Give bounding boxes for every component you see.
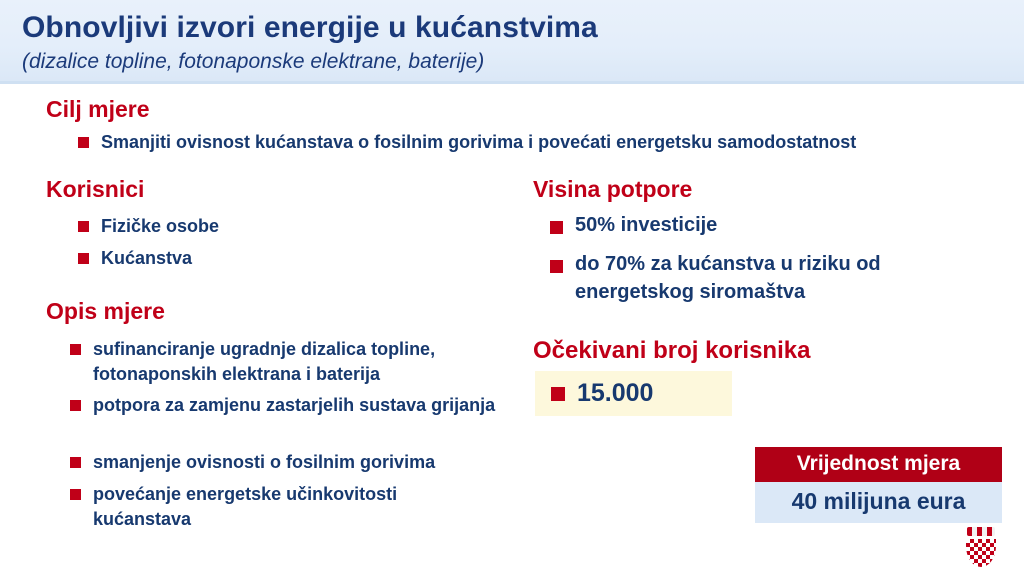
bullet-square-icon [550,260,563,273]
bullet-square-icon [78,253,89,264]
bullet-square-icon [550,221,563,234]
list-item-label: 50% investicije [575,214,718,236]
list-item-label: potpora za zamjenu zastarjelih sustava grijanja [93,395,496,415]
list-item-label: do 70% za kućanstva u riziku od energetskog siromaštva [575,253,881,303]
bullet-square-icon [70,344,81,355]
slide-header [0,0,1024,84]
bullet-square-icon [70,400,81,411]
list-item-label: Kućanstva [101,248,193,268]
bullet-square-icon [78,137,89,148]
list-item-label: smanjenje ovisnosti o fosilnim gorivima [93,452,436,472]
list-item [78,246,498,271]
list-item [550,251,950,306]
section-heading-ocekivani: Očekivani broj korisnika [533,337,811,364]
list-item [78,214,498,239]
value-panel-title: Vrijednost mjera [755,447,1002,482]
list-item [70,450,500,475]
value-panel [755,447,1002,523]
list-item-label: povećanje energetske učinkovitosti kućanstava [93,484,398,529]
list-item-label: Fizičke osobe [101,216,220,236]
coat-of-arms-shield [965,538,997,568]
list-item [550,212,950,240]
section-heading-visina: Visina potpore [533,176,693,202]
list-item-label: sufinanciranje ugradnje dizalica topline, fotonaponskih elektrana i baterija [93,339,436,384]
list-item [78,130,978,155]
value-panel-amount: 40 milijuna eura [755,482,1002,523]
bullet-square-icon [551,387,565,401]
bullet-square-icon [78,221,89,232]
section-heading-korisnici: Korisnici [46,176,145,202]
list-item [70,337,500,387]
list-item-label: Smanjiti ovisnost kućanstava o fosilnim gorivima i povećati energetsku samodostatnost [101,132,857,152]
expected-users-box [535,371,732,416]
bullet-square-icon [70,457,81,468]
page-subtitle: (dizalice topline, fotonaponske elektrane, baterije) [22,50,485,73]
expected-users-value: 15.000 [577,379,654,407]
section-heading-opis: Opis mjere [46,298,165,324]
bullet-square-icon [70,489,81,500]
coat-of-arms-crown [967,527,995,536]
list-item [70,482,500,532]
page-title: Obnovljivi izvori energije u kućanstvima [22,11,598,44]
croatian-coat-of-arms-icon [963,527,999,571]
list-item [70,393,500,418]
section-heading-cilj: Cilj mjere [46,96,150,122]
